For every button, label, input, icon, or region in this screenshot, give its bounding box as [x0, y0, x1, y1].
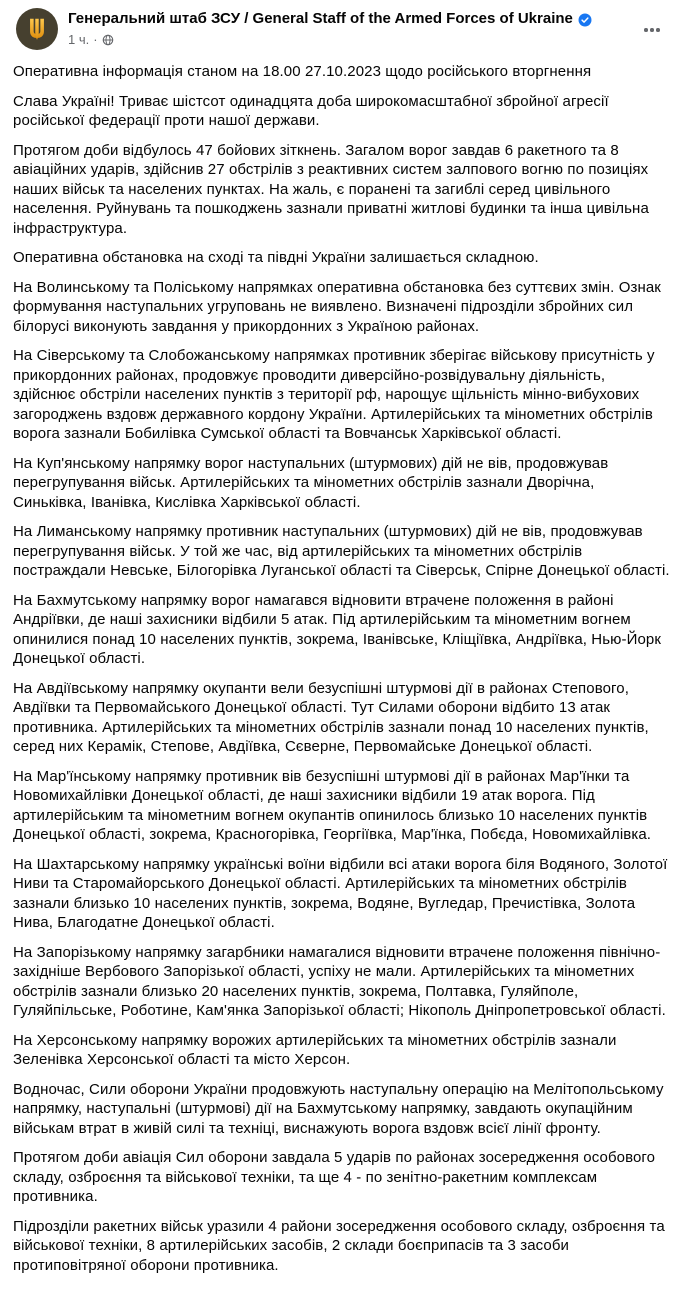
verified-badge-icon — [578, 13, 592, 27]
post-paragraph: На Волинському та Поліському напрямках оперативна обстановка без суттєвих змін. Ознак формування наступальних угруповань не виявлено. Визначені підрозділи збройних сил білорусі виконують завдання у прикордонних з Україною районах. — [13, 278, 661, 335]
post-paragraph: На Херсонському напрямку ворожих артилерійських та мінометних обстрілів зазнали Зеленівка Херсонської області та місто Херсон. — [13, 1031, 617, 1068]
ellipsis-dot — [650, 28, 654, 32]
post-paragraph: Слава Україні! Триває шістсот одинадцята доба широкомасштабної збройної агресії російської федерації проти нашої держави. — [13, 92, 609, 129]
post-paragraph: На Мар'їнському напрямку противник вів безуспішні штурмові дії в районах Мар'їнки та Новомихайлівки Донецької області, де наші захисники відбили 19 атак ворога. Під артилерійським та мінометним вогнем окупантів опинилось близько 10 населених пунктів Донецької області, зокрема, Красногорівка, Георгіївка, Мар'їнка, Побєда, Новомихайлівка. — [13, 767, 652, 843]
timestamp-link[interactable]: 1 ч. — [68, 32, 90, 47]
meta-separator: · — [93, 32, 98, 47]
page-name-row — [68, 9, 636, 29]
post-paragraph: На Лиманському напрямку противник наступальних (штурмових) дій не вів, продовжував перегрупування військ. У той же час, від артилерійських та мінометних обстрілів постраждали Невське, Білогорівка Луганської області та Сіверськ, Спірне Донецької області. — [13, 523, 670, 579]
header-info — [68, 8, 636, 48]
post-paragraph: Оперативна інформація станом на 18.00 27.10.2023 щодо російського вторгнення — [13, 63, 592, 80]
post-text — [0, 50, 684, 1289]
post-paragraph: На Авдіївському напрямку окупанти вели безуспішні штурмові дії в районах Степового, Авдіївки та Первомайського Донецької області. Тут Силами оборони відбито 13 атак противника. Артилерійських та мінометних обстрілів зазнали понад 10 населених пунктів, серед них Керамік, Степове, Авдіївка, Сєверне, Первомайське Донецької області. — [13, 679, 649, 755]
more-options-button[interactable] — [636, 14, 668, 46]
page-avatar[interactable] — [16, 8, 58, 50]
post-paragraph: Протягом доби авіація Сил оборони завдала 5 ударів по районах зосередження особового складу, озброєння та військової техніки, та ще 4 - по зенітно-ракетним комплексам противника. — [13, 1149, 656, 1205]
post-header — [0, 8, 684, 50]
post-paragraph: Підрозділи ракетних військ уразили 4 райони зосередження особового складу, озброєння та військової техніки, 8 артилерійських засобів, 2 склади боєприпасів та 3 засоби протиповітряної оборони противника. — [13, 1217, 665, 1274]
post-paragraph: Протягом доби відбулось 47 бойових зіткнень. Загалом ворог завдав 6 ракетного та 8 авіаційних ударів, здійснив 27 обстрілів з реактивних систем залпового вогню по позиціях наших військ та населених пунктах. На жаль, є поранені та загиблі серед цивільного населення. Руйнувань та пошкоджень зазнали приватні житлові будинки та інша цивільна інфраструктура. — [13, 141, 649, 237]
post-meta — [68, 32, 636, 48]
ellipsis-dot — [656, 28, 660, 32]
page-name-link[interactable]: Генеральний штаб ЗСУ / General Staff of the Armed Forces of Ukraine — [68, 10, 573, 27]
post-paragraph: На Сіверському та Слобожанському напрямках противник зберігає військову присутність у прикордонних районах, продовжує проводити диверсійно-розвідувальну діяльність, здійснює обстріли населених пунктів з території рф, нарощує щільність мінно-вибухових загороджень вздовж державного кордону України. Артилерійських та мінометних обстрілів ворога зазнали Бобилівка Сумської області та Вовчанськ Харківської області. — [13, 347, 655, 442]
globe-icon — [102, 34, 114, 46]
tryzub-trident-icon — [24, 16, 50, 42]
ellipsis-dot — [644, 28, 648, 32]
post-paragraph: На Запорізькому напрямку загарбники намагалися відновити втрачене положення північно-західніше Вербового Запорізької області, успіху не мали. Артилерійських та мінометних обстрілів зазнали близько 20 населених пунктів, зокрема, Полтавка, Гуляйполе, Гуляйпільське, Роботине, Кам'янка Запорізької області; Нікополь Дніпропетровської області. — [13, 943, 666, 1019]
post-paragraph: Оперативна обстановка на сході та півдні України залишається складною. — [13, 249, 539, 266]
post-paragraph: На Куп'янському напрямку ворог наступальних (штурмових) дій не вів, продовжував перегрупування військ. Артилерійських та мінометних обстрілів зазнали Дворічна, Синьківка, Іванівка, Кислівка Харківської області. — [13, 454, 609, 511]
post-paragraph: На Бахмутському напрямку ворог намагався відновити втрачене положення в районі Андріївки, де наші захисники відбили 5 атак. Під артилерійським та мінометним вогнем опинилися понад 10 населених пунктів, зокрема, Іванівське, Кліщіївка, Андріївка, Нью-Йорк Донецької області. — [13, 591, 662, 667]
post-paragraph: На Шахтарському напрямку українські воїни відбили всі атаки ворога біля Водяного, Золотої Ниви та Старомайорського Донецької області. Артилерійських та мінометних обстрілів зазнали близько 10 населених пунктів, зокрема, Водяне, Вугледар, Пречистівка, Золота Нива, Благодатне Донецької області. — [13, 855, 668, 931]
post-paragraph: Водночас, Сили оборони України продовжують наступальну операцію на Мелітопольському напрямку, наступальні (штурмові) дії на Бахмутському напрямку, завдають окупаційним військам втрат в живій силі та техніці, виснажують ворога вздовж всієї лінії фронту. — [13, 1080, 664, 1137]
